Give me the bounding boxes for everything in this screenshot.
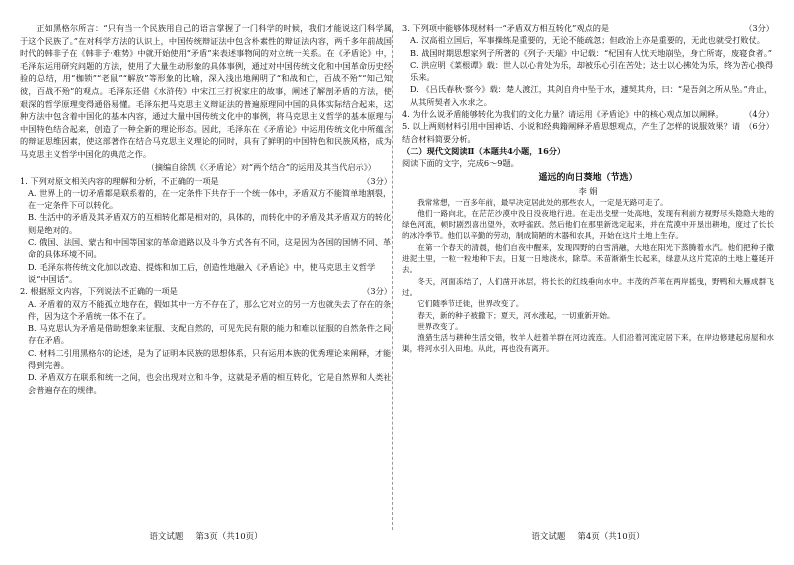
- option-d: D. 《吕氏春秋·察今》载：楚人渡江，其剑自舟中坠于水，遽契其舟，曰：“是吾剑之所从坠。”舟止，从其所契者入水求之。: [410, 84, 773, 107]
- option-b: B. 马克思认为矛盾是借助想象来征服、支配自然的，可见先民有限的能力和难以征服的自然条件之间存在矛盾。: [28, 323, 392, 346]
- story-paragraph: 在第一个春天的清晨，他们自夜中醒来，发现四野的白雪消融，大地在阳光下蒸腾着水汽。他们把种子撒进泥土里，一粒一粒地种下去，日复一日地浇水，除草。禾苗渐渐生长起来，绿意从这片荒凉的土地上蔓延开去。: [402, 242, 774, 275]
- question-4: [402, 108, 774, 120]
- exam-page-3: [20, 22, 392, 542]
- question-points: （6分）: [744, 121, 774, 132]
- question-5: [402, 120, 774, 145]
- option-b: B. 生活中的矛盾及其矛盾双方的互相转化都是相对的，具体的，而转化中的矛盾及其矛盾双方的转化则是绝对的。: [28, 212, 392, 235]
- section-heading: （二）现代文阅读Ⅱ（本题共4小题，16分）: [402, 145, 566, 156]
- question-points: （3分）: [744, 23, 774, 33]
- page-footer: [402, 530, 774, 542]
- question-points: （4分）: [744, 109, 774, 120]
- story-paragraph: 他们一路向北，在茫茫沙漠中没日没夜地行进。在走出戈壁一处高地，发现有利前方视野尽头隐隐大地的绿色河流，顿时剧烈喜出望外，欢呼雀跃。然后他们在那里新选定起来，并在荒漠中开垦出耕地，度过了长长的冰冷季节。他们以辛勤的劳动，制成简陋的木器和农具，开始在这片土地上生存。: [402, 208, 774, 241]
- question-3: [402, 22, 774, 108]
- intro-paragraph: 正如黑格尔所言：“只有当一个民族用自己的语言掌握了一门科学的时候，我们才能说这门科学属于这个民族了。”在对科学方法的认识上，中国传统辩证法中包含朴素性的辩证法内容，两千多年前战国时代的韩非子在《韩非子·难势》中就开始使用“矛盾”来表述事物间的对立统一关系。在《矛盾论》中，毛泽东运用研究问题的方法，使用了大量生动形象的具体事例，通过对中国传统文化和中国革命历史经验的总结，用“枷锁”“老鼠”“解放”等形象的比喻，深入浅出地阐明了“和战和亡，百战不殆”“知己知彼，百战不殆”的观点。毛泽东还借《水浒传》中宋江三打祝家庄的故事，阐述了解剖矛盾的方法，使艰深的哲学原理变得通俗易懂。毛泽东把马克思主义辩证法的普遍原理同中国的具体实际结合起来，这种方法中包含着中国化的基本内容，通过大量中国传统文化中的事例，将马克思主义哲学的基本原理与中国特色结合起来，创造了一种全新的理论形态。因此，毛泽东在《矛盾论》中运用传统文化中所蕴含的辩证思维因素，使这部著作在结合马克思主义理论的同时，具有了鲜明的中国特色和民族风格，成为马克思主义哲学中国化的典范之作。: [20, 23, 392, 159]
- option-c: C. 俄国、法国、蒙古和中国等国家的革命道路以及斗争方式各有不同，这是因为各国的国情不同、革命的具体环境不同。: [28, 237, 392, 260]
- option-a: A. 汉高祖立国后，军事操练是重要的，无论不能疏忽；但政治上亦是重要的，无此也就受打败仗。: [410, 35, 765, 46]
- option-c: C. 洪应明《菜根谭》载：世人以心肯处为乐，却被乐心引在苦处；达士以心拂处为乐，终为苦心换得乐来。: [410, 59, 774, 83]
- option-b: B. 战国时期思想家列子所著的《列子·天瑞》中记载：“杞国有人忧天地崩坠，身亡所寄，废寝食者。”: [410, 47, 772, 58]
- footer-page-number: 第3页（共10页）: [195, 532, 263, 542]
- question-points: （3分）: [362, 175, 392, 186]
- option-d: D. 毛泽东将传统文化加以改造、提炼和加工后，创造性地融入《矛盾论》中，使马克思主义哲学说“中国话”。: [28, 261, 376, 284]
- footer-subject: 语文试题: [149, 532, 184, 542]
- option-a: A. 矛盾着的双方不能孤立地存在，假如其中一方不存在了，那么它对立的另一方也就失去了存在的条件，因为这个矛盾统一体不在了。: [28, 298, 392, 321]
- option-c: C. 材料二引用黑格尔的论述，是为了证明本民族的思想体系，只有运用本族的优秀理论来阐释，才能得到完善。: [28, 347, 392, 370]
- story-paragraph: 春天，新的种子被撒下；夏天，河水涨起，一切重新开始。: [417, 310, 615, 320]
- story-paragraph: 它们随季节迁徙，世界改变了。: [417, 299, 524, 309]
- story-paragraph: 冬天，河面冻结了，人们凿开冰层，将长长的红线垂向水中。丰茂的芦苇在两岸摇曳，野鸭和大雁成群飞过。: [402, 276, 774, 297]
- question-2: [20, 285, 392, 396]
- footer-page-number: 第4页（共10页）: [577, 532, 645, 542]
- footer-subject: 语文试题: [531, 532, 566, 542]
- option-d: D. 矛盾双方在联系和统一之间，也会出现对立和斗争，这就是矛盾的相互转化，它是自然界和人类社会普遍存在的规律。: [28, 372, 392, 395]
- question-1: [20, 175, 392, 286]
- story-paragraph: 世界改变了。: [417, 321, 463, 331]
- exam-page-4: [402, 22, 774, 542]
- story-paragraph: 我常常想，一百多年前，最早决定居此处的那些农人，一定是无路可走了。: [417, 197, 668, 207]
- question-points: （3分）: [362, 286, 392, 297]
- page-footer: [20, 530, 392, 542]
- question-stem: 1. 下列对原文相关内容的理解和分析，不正确的一项是: [20, 175, 219, 186]
- story-title: 遥远的向日葵地（节选）: [538, 172, 638, 183]
- question-stem: 2. 根据原文内容，下列说法不正确的一项是: [20, 286, 178, 297]
- story-paragraph: 渔猎生活与耕种生活交错，牧羊人赶着羊群在河边流连。人们沿着河流定居下来，在岸边修建起房屋和水渠，将河水引入田地。从此，再也没有离开。: [402, 333, 774, 354]
- section-instruction: 阅读下面的文字，完成6～9题。: [402, 158, 519, 169]
- question-stem: 5. 以上两则材料引用中国神话、小说和经典籍阐释矛盾思想观点，产生了怎样的说服效果？请结合材料简要分析。: [402, 121, 740, 144]
- option-a: A. 世界上的一切矛盾都是联系着的，在一定条件下共存于一个统一体中，矛盾双方不能简单地割裂，在一定条件下可以转化。: [28, 187, 392, 211]
- story-author: 李 娟: [578, 185, 598, 196]
- question-stem: 4. 为什么说矛盾能够转化为我们的文化力量？请运用《矛盾论》中的核心观点加以阐释。: [402, 109, 724, 120]
- question-stem: 3. 下列项中能够体现材料一“矛盾双方相互转化”观点的是: [402, 23, 610, 33]
- citation: （摘编自徐凯《〈矛盾论〉对“两个结合”的运用及其当代启示》）: [146, 161, 376, 172]
- page-fold-divider: [392, 30, 393, 530]
